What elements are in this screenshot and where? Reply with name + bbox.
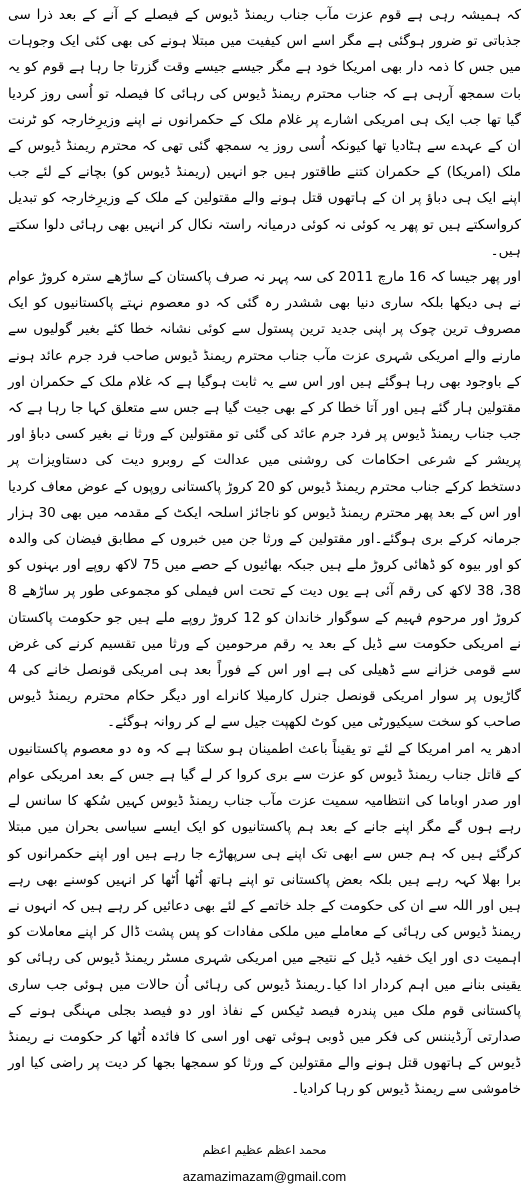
article-paragraph-3: ادھر یہ امر امریکا کے لئے تو یقیناً باعث اطمینان ہو سکتا ہے کہ وہ دو معصوم پاکستانیوں کے قاتل جناب ریمنڈ ڈیوس کو عزت سے بری کروا کر لے گیا ہے جس کے بعد امریکی عوام اور صدر اوباما کی انتظامیہ سمیت عزت مآب جناب ریمنڈ ڈیوس کہیں سُکھ کا سانس لے رہے ہوں گے مگر اپنے جانے کے بعد ہم پاکستانیوں کو ایک ایسے سیاسی بحران میں مبتلا کرگئے ہیں کہ ہم جس سے ابھی تک اپنے ہی سرپھاڑے جا رہے ہیں اور اپنے حکمرانوں کو برا بھلا کہہ رہے ہیں بلکہ بعض پاکستانی تو اپنے ہاتھ اُٹھا اُٹھا کر انہیں کوسنے بھی رہے ہیں اور اللہ سے ان کی حکومت کے جلد خاتمے کے لئے بھی دعائیں کر رہے ہیں کہ انہوں نے ریمنڈ ڈیوس کی رہائی کے معاملے میں ملکی مفادات کو پس پشت ڈال کر اپنے معاملات کو اہمیت دی اور ایک خفیہ ڈیل کے نتیجے میں امریکی شہری مسٹر ریمنڈ ڈیوس کی رہائی کو یقینی بنانے میں اہم کردار ادا کیا۔ریمنڈ ڈیوس کی رہائی اُن حالات میں ہوئی جب ساری پاکستانی قوم ملک میں پندرہ فیصد ٹیکس کے نفاذ اور دو فیصد بجلی مہنگی ہونے کے صدارتی آرڈیننس کی فکر میں ڈوبی ہوئی تھی اور اسی کا فائدہ اُٹھا کر حکومت نے ریمنڈ ڈیوس کے ہاتھوں قتل ہونے والے مقتولین کے ورثا کو سمجھا بجھا کر دیت پر راضی کیا اور خاموشی سے ریمنڈ ڈیوس کو رہا کرادیا۔ [8,740,521,1098]
author-name: محمد اعظم عظیم اعظم [202,1143,327,1157]
author-email[interactable]: azamazimazam@gmail.com [182,1169,347,1184]
article-body [8,2,521,1103]
article-paragraph-1: کہ ہمیشہ رہی ہے قوم عزت مآب جناب ریمنڈ ڈیوس کے فیصلے کے آنے کے بعد ذرا سی جذباتی تو ضرور ہوگئی ہے مگر اسے اس کیفیت میں مبتلا ہونے کی بھی کئی ایک وجوہات میں جس کا ذمہ دار بھی امریکا خود ہے مگر جیسے جیسے وقت گزرتا جا رہا ہے قوم کو یہ بات سمجھ آرہی ہے کہ جناب محترم ریمنڈ ڈیوس کی رہائی کا فیصلہ تو اُسی روز کردیا گیا تھا جب ایک ہی امریکی اشارے پر غلام ملک کے حکمرانوں نے اپنے وزیرِخارجہ کو ٹرنت ان کے عہدے سے ہٹادیا تھا کیونکہ اُسی روز یہ سمجھ گئی تھی کہ محترم ریمنڈ ڈیوس کے ملک (امریکا) کے حکمران کتنے طاقتور ہیں جو انہیں (ریمنڈ ڈیوس کو) بچانے کے لئے جب اپنے ایک ہی دباؤ پر ان کے ہاتھوں قتل ہونے والے مقتولین کے ملک کے وزیرِخارجہ کو تبدیل کرواسکتے ہیں تو پھر یہ کوئی نہ کوئی درمیانہ راستہ نکال کر انہیں بھی رہائی دلوا سکتے ہیں۔ [8,7,521,259]
article-paragraph-2: اور پھر جیسا کہ 16 مارچ 2011 کی سہ پہر نہ صرف پاکستان کے ساڑھے سترہ کروڑ عوام نے ہی دیکھا بلکہ ساری دنیا بھی ششدر رہ گئی کہ دو معصوم نہتے پاکستانیوں کو ایک مصروف ترین چوک پر اپنی جدید ترین پستول سے کوئی نشانہ خطا کئے بغیر گولیوں سے مارنے والے امریکی شہری عزت مآب جناب محترم ریمنڈ ڈیوس صاحب فرد جرم عائد ہونے کے باوجود بھی رہا ہوگئے ہیں اور اس سے یہ ثابت ہوگیا ہے کہ غلام ملک کے حکمران اور مقتولین ہار گئے ہیں اور آتا خطا کر کے بھی جیت گیا ہے جس سے متعلق کہا جا رہا ہے کہ جب جناب ریمنڈ ڈیوس پر فرد جرم عائد کی گئی تو مقتولین کے ورثا نے بغیر کسی دباؤ اور پریشر کے شرعی احکامات کی روشنی میں عدالت کے روبرو دیت کی دستاویزات پر دستخط کرکے جناب محترم ریمنڈ ڈیوس کو 20 کروڑ پاکستانی روپوں کے عوض معاف کردیا اور اس کے بعد پھر محترم ریمنڈ ڈیوس کو ناجائز اسلحہ ایکٹ کے مقدمہ میں بھی 30 ہزار جرمانہ کرکے بری ہوگئے۔اور مقتولین کے ورثا جن میں خبروں کے مطابق فیضان کی والدہ کو اور بیوہ کو ڈھائی کروڑ ملے ہیں جبکہ بھائیوں کے حصے میں 75 لاکھ روپے اور بہنوں کو 38، 38 لاکھ کی رقم آئی ہے یوں دیت کے تحت اس فیملی کو مجموعی طور پر ساڑھے 8 کروڑ اور مرحوم فہیم کے سوگوار خاندان کو 12 کروڑ روپے ملے ہیں جو حکومت پاکستان نے امریکی حکومت سے ڈیل کے بعد یہ رقم مرحومین کے ورثا میں تقسیم کرنے کی غرض سے قومی خزانے سے ڈھیلی کی ہے اور اس کے فوراً بعد ہی امریکی قونصل خانے کی 4 گاڑیوں پر سوار امریکی قونصل جنرل کارمیلا کانراے اور دیگر حکام محترم ریمنڈ ڈیوس صاحب کو سخت سیکیورٹی میں کوٹ لکھپت جیل سے لے کر روانہ ہوگئے۔ [8,269,522,731]
